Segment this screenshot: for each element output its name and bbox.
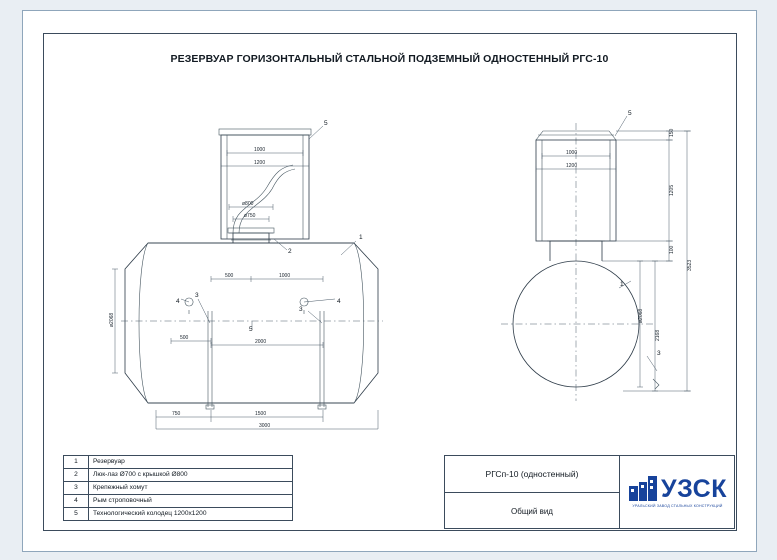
table-row <box>64 469 293 482</box>
drawing-sheet <box>22 10 757 552</box>
svg-text:5: 5 <box>324 120 328 127</box>
view-name: Общий вид <box>511 506 553 516</box>
svg-text:100: 100 <box>669 245 675 254</box>
svg-text:750: 750 <box>172 411 181 417</box>
table-row <box>64 495 293 508</box>
svg-text:5: 5 <box>628 110 632 117</box>
logo-subtitle: УРАЛЬСКИЙ ЗАВОД СТАЛЬНЫХ КОНСТРУКЦИЙ <box>632 504 723 508</box>
svg-text:3: 3 <box>299 306 303 313</box>
svg-text:3: 3 <box>657 350 661 357</box>
svg-text:3: 3 <box>195 292 199 299</box>
svg-text:1200: 1200 <box>566 163 578 169</box>
svg-text:2168: 2168 <box>655 329 661 341</box>
svg-text:3523: 3523 <box>687 259 693 271</box>
svg-text:3000: 3000 <box>259 423 271 429</box>
svg-text:2: 2 <box>288 248 292 255</box>
legend-label: Люк-лаз Ø700 с крышкой Ø800 <box>89 469 293 482</box>
legend-number: 3 <box>64 482 89 495</box>
svg-text:1: 1 <box>620 281 624 288</box>
legend-number: 5 <box>64 508 89 521</box>
svg-text:4: 4 <box>337 298 341 305</box>
svg-text:1000: 1000 <box>279 273 291 279</box>
logo-text: УЗСК <box>661 474 727 503</box>
svg-text:ø2068: ø2068 <box>109 312 115 327</box>
svg-text:150: 150 <box>669 128 675 137</box>
svg-text:1500: 1500 <box>255 411 267 417</box>
svg-text:5: 5 <box>249 326 253 333</box>
table-row <box>64 508 293 521</box>
product-name: РГСп-10 (одностенный) <box>445 456 619 493</box>
svg-text:500: 500 <box>225 273 234 279</box>
legend-label: Рым строповочный <box>89 495 293 508</box>
svg-text:ø750: ø750 <box>244 213 256 219</box>
factory-icon <box>628 476 658 502</box>
legend-label: Резервуар <box>89 456 293 469</box>
page-title: РЕЗЕРВУАР ГОРИЗОНТАЛЬНЫЙ СТАЛЬНОЙ ПОДЗЕМНЫЙ ОДНОСТЕННЫЙ РГС-10 <box>170 53 609 65</box>
legend-number: 1 <box>64 456 89 469</box>
legend-table <box>63 455 293 521</box>
svg-text:1000: 1000 <box>254 147 266 153</box>
legend-number: 2 <box>64 469 89 482</box>
svg-text:1: 1 <box>359 234 363 241</box>
svg-text:500: 500 <box>180 335 189 341</box>
legend-label: Крепежный хомут <box>89 482 293 495</box>
legend-number: 4 <box>64 495 89 508</box>
legend-label: Технологический колодец 1200х1200 <box>89 508 293 521</box>
svg-text:ø800: ø800 <box>242 201 254 207</box>
title-block <box>444 455 735 529</box>
svg-text:ø2068: ø2068 <box>638 308 644 323</box>
svg-text:1205: 1205 <box>669 184 675 196</box>
svg-text:2000: 2000 <box>255 339 267 345</box>
company-logo <box>620 456 735 528</box>
table-row <box>64 482 293 495</box>
logo-row <box>628 476 727 502</box>
svg-text:1000: 1000 <box>566 150 578 156</box>
svg-text:1200: 1200 <box>254 160 266 166</box>
svg-text:4: 4 <box>176 298 180 305</box>
title-block-text <box>445 456 620 528</box>
table-row <box>64 456 293 469</box>
